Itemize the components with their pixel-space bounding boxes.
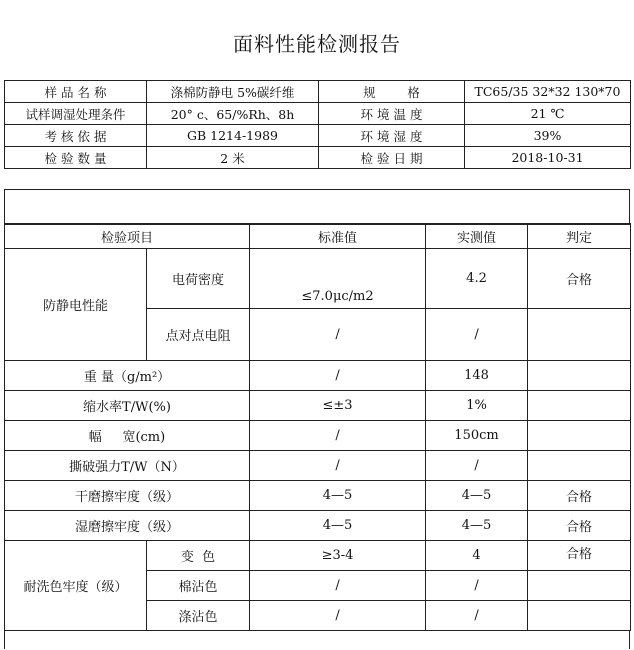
header-item: 检验项目	[5, 224, 250, 249]
info-row	[5, 125, 631, 147]
humidity-label: 环 境 湿 度	[319, 125, 465, 147]
table-row	[5, 541, 631, 571]
quantity-label: 检 验 数 量	[5, 147, 147, 169]
blank-cell	[5, 190, 630, 225]
color-change-measured: 4	[426, 541, 528, 571]
resistance-label: 点对点电阻	[147, 309, 250, 361]
row-item: 干磨擦牢度（级）	[5, 481, 250, 511]
blank-row	[4, 189, 630, 225]
row-item: 撕破强力T/W（N）	[5, 451, 250, 481]
row-result	[528, 421, 631, 451]
spec-value: TC65/35 32*32 130*70	[465, 81, 631, 103]
row-result: 合格	[528, 511, 631, 541]
cotton-stain-measured: /	[426, 571, 528, 601]
row-item: 湿磨擦牢度（级）	[5, 511, 250, 541]
resistance-standard: /	[250, 309, 426, 361]
row-standard: /	[250, 451, 426, 481]
temp-value: 21 ℃	[465, 103, 631, 125]
color-change-result: 合格	[528, 541, 631, 571]
row-item: 重 量（g/m²）	[5, 361, 250, 391]
cotton-stain-result	[528, 571, 631, 601]
row-standard: /	[250, 421, 426, 451]
condition-label: 试样调湿处理条件	[5, 103, 147, 125]
row-standard: 4—5	[250, 481, 426, 511]
charge-result: 合格	[528, 249, 631, 309]
header-measured: 实测值	[426, 224, 528, 249]
poly-stain-result	[528, 601, 631, 631]
header-row	[5, 224, 631, 249]
sample-name-value: 涤棉防静电 5%碳纤维	[147, 81, 319, 103]
trailing-blank-row	[4, 630, 630, 649]
quantity-value: 2 米	[147, 147, 319, 169]
row-standard: 4—5	[250, 511, 426, 541]
cotton-stain-standard: /	[250, 571, 426, 601]
poly-stain-label: 涤沾色	[147, 601, 250, 631]
color-change-label: 变 色	[147, 541, 250, 571]
basis-value: GB 1214-1989	[147, 125, 319, 147]
row-standard: ≤±3	[250, 391, 426, 421]
charge-label: 电荷密度	[147, 249, 250, 309]
row-item: 缩水率T/W(%)	[5, 391, 250, 421]
table-row	[5, 481, 631, 511]
resistance-measured: /	[426, 309, 528, 361]
color-change-standard: ≥3-4	[250, 541, 426, 571]
wash-group-label: 耐洗色牢度（级）	[5, 541, 147, 631]
info-row	[5, 147, 631, 169]
cotton-stain-label: 棉沾色	[147, 571, 250, 601]
row-measured: /	[426, 451, 528, 481]
table-row	[5, 451, 631, 481]
date-label: 检 验 日 期	[319, 147, 465, 169]
row-measured: 4—5	[426, 511, 528, 541]
report-title: 面料性能检测报告	[233, 32, 401, 56]
row-result	[528, 361, 631, 391]
info-row	[5, 81, 631, 103]
condition-value: 20° c、65/%Rh、8h	[147, 103, 319, 125]
header-standard: 标准值	[250, 224, 426, 249]
charge-measured: 4.2	[426, 249, 528, 309]
row-measured: 148	[426, 361, 528, 391]
temp-label: 环 境 温 度	[319, 103, 465, 125]
row-standard: /	[250, 361, 426, 391]
table-row	[5, 511, 631, 541]
basis-label: 考 核 依 据	[5, 125, 147, 147]
charge-standard: ≤7.0μc/m2	[250, 249, 426, 309]
poly-stain-measured: /	[426, 601, 528, 631]
spec-label: 规 格	[319, 81, 465, 103]
table-row	[5, 421, 631, 451]
date-value: 2018-10-31	[465, 147, 631, 169]
table-row	[5, 249, 631, 309]
row-measured: 4—5	[426, 481, 528, 511]
info-row	[5, 103, 631, 125]
row-measured: 150cm	[426, 421, 528, 451]
row-result	[528, 391, 631, 421]
table-row	[5, 391, 631, 421]
humidity-value: 39%	[465, 125, 631, 147]
sample-name-label: 样 品 名 称	[5, 81, 147, 103]
results-table	[4, 223, 631, 631]
resistance-result	[528, 309, 631, 361]
antistatic-group-label: 防静电性能	[5, 249, 147, 361]
row-result: 合格	[528, 481, 631, 511]
row-measured: 1%	[426, 391, 528, 421]
row-result	[528, 451, 631, 481]
row-item: 幅 宽(cm)	[5, 421, 250, 451]
poly-stain-standard: /	[250, 601, 426, 631]
sample-info-table	[4, 80, 631, 169]
table-row	[5, 361, 631, 391]
header-result: 判定	[528, 224, 631, 249]
